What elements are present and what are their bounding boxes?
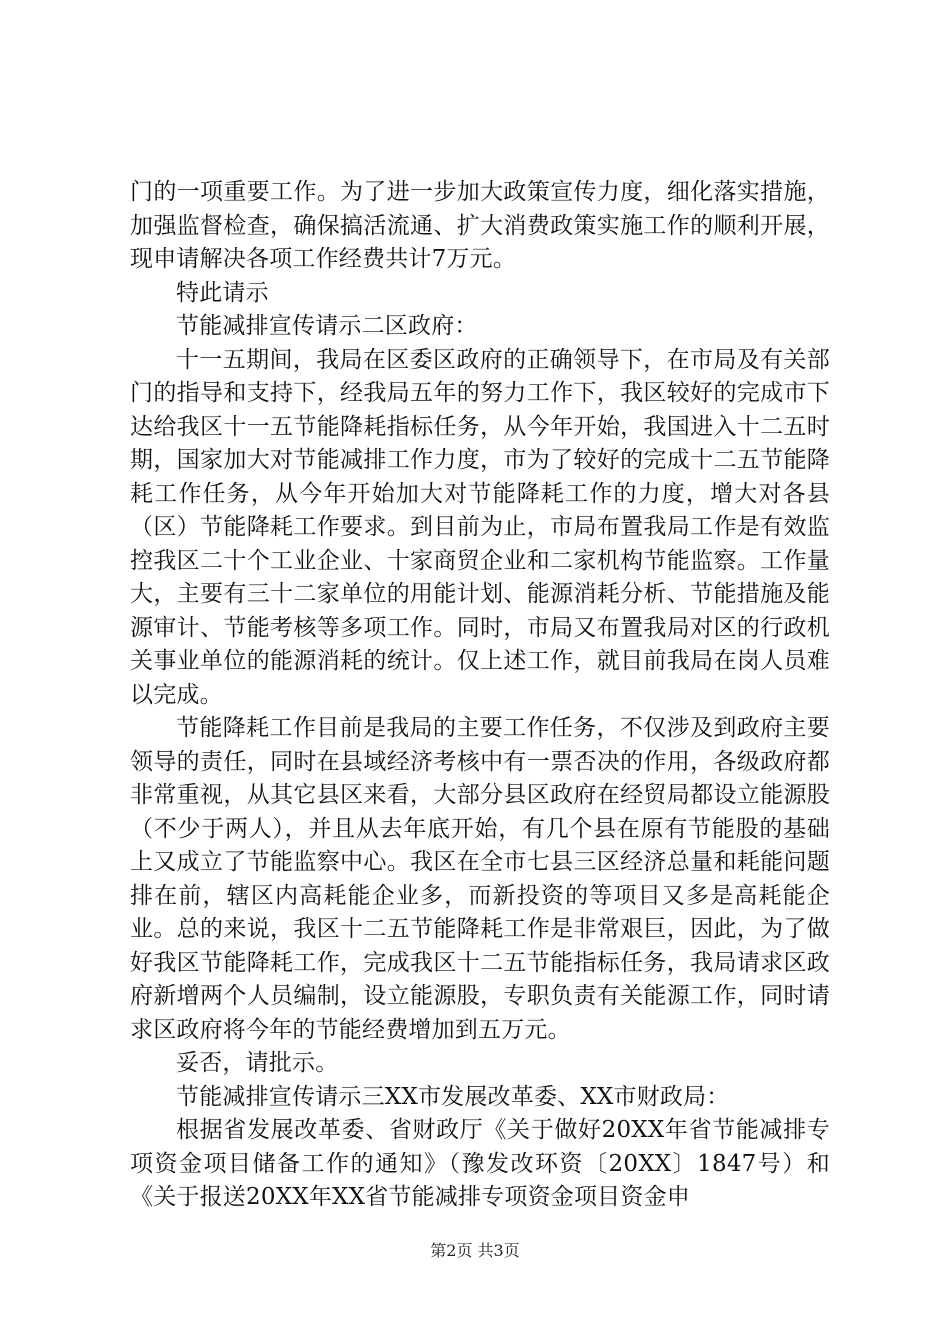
paragraph-body-three: 根据省发展改革委、省财政厅《关于做好20XX年省节能减排专项资金项目储备工作的通知》（豫发改环资〔20XX〕1847号）和《关于报送20XX年XX省节能减排专项资金项目资金申 bbox=[130, 1117, 830, 1210]
paragraph-continuation: 门的一项重要工作。为了进一步加大政策宣传力度，细化落实措施，加强监督检查，确保搞活流通、扩大消费政策实施工作的顺利开展，现申请解决各项工作经费共计7万元。 bbox=[130, 179, 830, 272]
paragraph-closing-request: 特此请示 bbox=[176, 279, 269, 306]
document-body bbox=[130, 176, 830, 1215]
paragraph-body-two: 节能降耗工作目前是我局的主要工作任务，不仅涉及到政府主要领导的责任，同时在县域经济考核中有一票否决的作用，各级政府都非常重视，从其它县区来看，大部分县区政府在经贸局都设立能源股（不少于两人），并且从去年底开始，有几个县在原有节能股的基础上又成立了节能监察中心。我区在全市七县三区经济总量和耗能问题排在前，辖区内高耗能企业多，而新投资的等项目又多是高耗能企业。总的来说，我区十二五节能降耗工作是非常艰巨，因此，为了做好我区节能降耗工作，完成我区十二五节能指标任务，我局请求区政府新增两个人员编制，设立能源股，专职负责有关能源工作，同时请求区政府将今年的节能经费增加到五万元。 bbox=[130, 715, 830, 1043]
paragraph-heading-three: 节能减排宣传请示三XX市发展改革委、XX市财政局： bbox=[176, 1083, 730, 1110]
paragraph-body-one: 十一五期间，我局在区委区政府的正确领导下，在市局及有关部门的指导和支持下，经我局五年的努力工作下，我区较好的完成市下达给我区十一五节能降耗指标任务，从今年开始，我国进入十二五时期，国家加大对节能减排工作力度，市为了较好的完成十二五节能降耗工作任务，从今年开始加大对节能降耗工作的力度，增大对各县（区）节能降耗工作要求。到目前为止，市局布置我局工作是有效监控我区二十个工业企业、十家商贸企业和二家机构节能监察。工作量大，主要有三十二家单位的用能计划、能源消耗分析、节能措施及能源审计、节能考核等多项工作。同时，市局又布置我局对区的行政机关事业单位的能源消耗的统计。仅上述工作，就目前我局在岗人员难以完成。 bbox=[130, 346, 830, 708]
paragraph-approval-request: 妥否，请批示。 bbox=[176, 1050, 339, 1076]
paragraph-heading-two: 节能减排宣传请示二区政府： bbox=[176, 313, 478, 339]
page-number-footer: 第2页 共3页 bbox=[430, 1241, 520, 1260]
